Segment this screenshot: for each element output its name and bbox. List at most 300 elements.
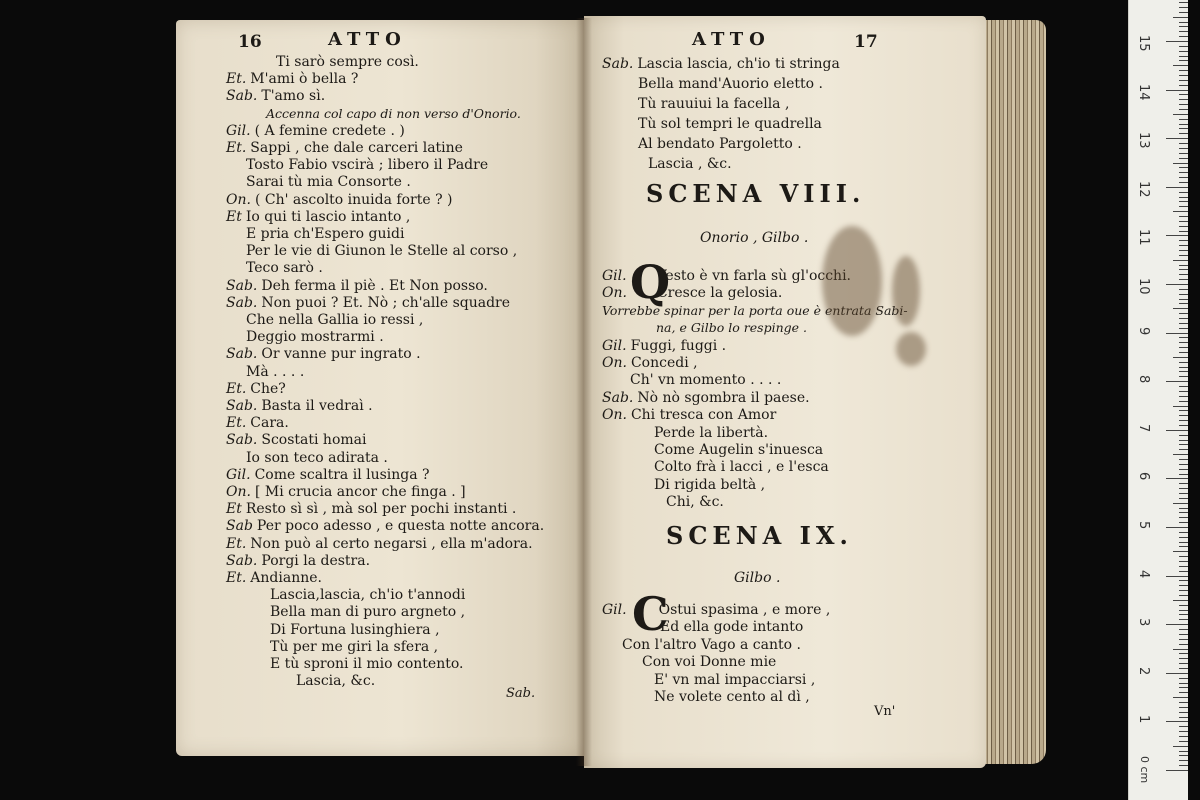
- ruler-tick: [1179, 226, 1188, 227]
- text-line: [276, 54, 419, 70]
- ruler-tick: [1179, 707, 1188, 708]
- text-line: [602, 442, 823, 458]
- line-text: Deh ferma il piè . Et Non posso.: [261, 277, 488, 294]
- text-line: [226, 604, 465, 620]
- line-text: Tù per me giri la sfera ,: [270, 638, 439, 655]
- ruler-tick: [1173, 454, 1188, 455]
- ruler-number: 10: [1136, 278, 1151, 295]
- ruler-tick: [1173, 163, 1188, 164]
- open-book: [172, 14, 1052, 774]
- line-text: E tù sproni il mio contento.: [270, 656, 464, 672]
- measurement-ruler: [1128, 0, 1188, 800]
- line-text: Cara.: [250, 415, 289, 432]
- ruler-tick: [1179, 605, 1188, 606]
- line-text: Io son teco adirata .: [246, 449, 388, 466]
- text-line: [226, 312, 423, 328]
- ruler-tick: [1179, 206, 1188, 207]
- ruler-number: 5: [1136, 521, 1151, 530]
- ruler-tick: [1179, 104, 1188, 105]
- ruler-tick: [1173, 65, 1188, 66]
- ruler-tick: [1173, 503, 1188, 504]
- right-page: [584, 16, 986, 768]
- ruler-tick: [1179, 158, 1188, 159]
- ruler-tick: [1173, 746, 1188, 747]
- ruler-tick: [1179, 702, 1188, 703]
- text-line: [226, 140, 463, 156]
- ruler-tick: [1173, 114, 1188, 115]
- ruler-tick: [1179, 2, 1188, 3]
- line-text: Di rigida beltà ,: [654, 476, 766, 493]
- line-text: Vesto è vn farla sù gl'occhi.: [656, 268, 851, 284]
- ruler-tick: [1179, 449, 1188, 450]
- ruler-tick: [1179, 279, 1188, 280]
- text-line: [602, 654, 776, 670]
- text-line: [226, 622, 440, 638]
- line-text: Chi, &c.: [666, 494, 724, 511]
- ruler-tick: [1179, 566, 1188, 567]
- ruler-tick: [1166, 770, 1188, 771]
- text-line: [226, 415, 289, 431]
- ruler-tick: [1179, 683, 1188, 684]
- ruler-tick: [1179, 440, 1188, 441]
- ruler-tick: [1166, 381, 1188, 382]
- text-line: [602, 320, 807, 336]
- line-text: Per le vie di Giunon le Stelle al corso ,: [246, 243, 518, 260]
- ruler-tick: [1166, 187, 1188, 188]
- line-text: Lascia , &c.: [648, 156, 732, 172]
- ruler-tick: [1179, 294, 1188, 295]
- running-header: ATTO: [328, 29, 407, 50]
- ruler-tick: [1173, 406, 1188, 407]
- ruler-tick: [1179, 70, 1188, 71]
- speaker-label: Et: [226, 208, 242, 225]
- ruler-tick: [1179, 36, 1188, 37]
- ruler-tick: [1179, 474, 1188, 475]
- ruler-tick: [1179, 12, 1188, 13]
- ruler-tick: [1173, 357, 1188, 358]
- ruler-tick: [1179, 532, 1188, 533]
- ruler-tick: [1179, 522, 1188, 523]
- speaker-label: Gil.: [602, 268, 627, 284]
- ruler-tick: [1179, 435, 1188, 436]
- text-line: [602, 494, 724, 510]
- text-line: [226, 518, 544, 534]
- speaker-label: Et: [226, 501, 242, 518]
- ruler-tick: [1179, 712, 1188, 713]
- line-text: Come scaltra il lusinga ?: [254, 466, 430, 483]
- ruler-number: 3: [1136, 618, 1151, 627]
- ruler-tick: [1179, 167, 1188, 168]
- ruler-number: 4: [1136, 569, 1151, 578]
- text-line: [602, 425, 768, 441]
- line-text: Che?: [250, 380, 286, 397]
- ruler-tick: [1173, 17, 1188, 18]
- ruler-tick: [1179, 221, 1188, 222]
- line-text: Di Fortuna lusinghiera ,: [270, 621, 440, 638]
- ruler-tick: [1179, 362, 1188, 363]
- page-number: 16: [238, 32, 262, 52]
- line-text: Bella man di puro argneto ,: [270, 604, 466, 621]
- text-line: [602, 136, 802, 152]
- ruler-tick: [1179, 182, 1188, 183]
- line-text: Io qui ti lascio intanto ,: [245, 208, 411, 225]
- text-line: [266, 106, 521, 122]
- line-text: M'ami ò bella ?: [250, 71, 359, 88]
- ruler-tick: [1179, 99, 1188, 100]
- ruler-tick: [1179, 420, 1188, 421]
- drop-cap: Q: [630, 255, 671, 309]
- ruler-tick: [1179, 653, 1188, 654]
- ruler-tick: [1179, 678, 1188, 679]
- ruler-tick: [1173, 551, 1188, 552]
- speaker-label: Et.: [226, 535, 247, 552]
- ruler-tick: [1166, 430, 1188, 431]
- speaker-label: Sab.: [226, 432, 258, 449]
- line-text: Bella mand'Auorio eletto .: [638, 76, 824, 92]
- line-text: Ne volete cento al dì ,: [654, 689, 810, 705]
- speaker-label: On.: [602, 355, 627, 371]
- ruler-tick: [1179, 760, 1188, 761]
- ruler-tick: [1179, 410, 1188, 411]
- ruler-tick: [1179, 22, 1188, 23]
- line-text: Lascia, &c.: [296, 673, 376, 690]
- ruler-tick: [1173, 600, 1188, 601]
- ruler-tick: [1179, 265, 1188, 266]
- text-line: [226, 501, 516, 517]
- speaker-label: Sab.: [226, 277, 258, 294]
- scene-heading: SCENA IX.: [666, 521, 853, 550]
- speaker-label: Gil.: [602, 337, 627, 354]
- ruler-tick: [1166, 721, 1188, 722]
- ruler-tick: [1179, 508, 1188, 509]
- speaker-label: Sab.: [602, 56, 634, 72]
- ruler-tick: [1179, 561, 1188, 562]
- text-line: [226, 570, 322, 586]
- ruler-tick: [1179, 663, 1188, 664]
- ruler-tick: [1179, 177, 1188, 178]
- ruler-tick: [1179, 459, 1188, 460]
- ruler-number: 9: [1136, 326, 1151, 335]
- ruler-tick: [1173, 308, 1188, 309]
- ruler-tick: [1166, 333, 1188, 334]
- ruler-tick: [1179, 512, 1188, 513]
- ruler-tick: [1179, 342, 1188, 343]
- text-line: [226, 157, 488, 173]
- ruler-tick: [1179, 197, 1188, 198]
- ruler-tick: [1173, 260, 1188, 261]
- line-text: Chi tresca con Amor: [630, 407, 777, 424]
- text-line: [602, 285, 782, 301]
- ruler-tick: [1179, 46, 1188, 47]
- ruler-tick: [1179, 537, 1188, 538]
- ruler-number: 15: [1136, 35, 1151, 52]
- ruler-tick: [1179, 658, 1188, 659]
- ruler-tick: [1179, 124, 1188, 125]
- text-line: [602, 338, 726, 354]
- ruler-tick: [1179, 634, 1188, 635]
- ruler-tick: [1179, 255, 1188, 256]
- ruler-tick: [1179, 765, 1188, 766]
- text-line: [226, 329, 384, 345]
- speaker-label: Et.: [226, 71, 247, 88]
- ruler-tick: [1179, 668, 1188, 669]
- ruler-tick: [1179, 128, 1188, 129]
- text-line: [226, 381, 286, 397]
- speaker-label: On.: [226, 191, 251, 208]
- text-line: [226, 587, 465, 603]
- ruler-tick: [1179, 415, 1188, 416]
- text-line: [226, 260, 323, 276]
- line-text: Cresce la gelosia.: [656, 285, 783, 302]
- ruler-tick: [1179, 644, 1188, 645]
- text-line: [602, 637, 801, 653]
- ruler-tick: [1179, 133, 1188, 134]
- ruler-tick: [1179, 493, 1188, 494]
- text-line: [226, 123, 405, 139]
- ruler-tick: [1173, 649, 1188, 650]
- ruler-tick: [1179, 56, 1188, 57]
- ink-stain: [896, 332, 926, 366]
- text-line: [226, 346, 421, 362]
- ruler-tick: [1179, 498, 1188, 499]
- ruler-tick: [1179, 556, 1188, 557]
- line-text: Porgi la destra.: [261, 552, 371, 569]
- line-text: Scostati homai: [261, 432, 367, 449]
- line-text: ( A femine credete . ): [254, 122, 405, 139]
- line-text: Lascia,lascia, ch'io t'annodi: [270, 587, 466, 604]
- ruler-number: 13: [1136, 132, 1151, 149]
- ruler-tick: [1179, 614, 1188, 615]
- text-line: [602, 96, 789, 112]
- ruler-tick: [1166, 673, 1188, 674]
- speaker-label: Et.: [226, 570, 247, 586]
- ruler-tick: [1179, 585, 1188, 586]
- line-text: Tosto Fabio vscirà ; libero il Padre: [246, 157, 489, 174]
- ruler-tick: [1179, 352, 1188, 353]
- text-line: [226, 209, 410, 225]
- line-text: Ti sarò sempre così.: [276, 54, 419, 70]
- ruler-number: 8: [1136, 375, 1151, 384]
- ruler-tick: [1179, 337, 1188, 338]
- ruler-tick: [1179, 51, 1188, 52]
- ruler-number: 6: [1136, 472, 1151, 481]
- text-line: [226, 432, 366, 448]
- ruler-tick: [1179, 303, 1188, 304]
- ruler-tick: [1179, 629, 1188, 630]
- ruler-tick: [1179, 469, 1188, 470]
- line-text: Colto frà i lacci , e l'esca: [654, 459, 829, 476]
- ruler-tick: [1179, 153, 1188, 154]
- text-line: [602, 372, 781, 388]
- ruler-tick: [1179, 619, 1188, 620]
- ruler-tick: [1179, 483, 1188, 484]
- ruler-tick: [1179, 736, 1188, 737]
- line-text: Andianne.: [250, 570, 322, 586]
- ruler-tick: [1179, 148, 1188, 149]
- line-text: Sarai tù mia Consorte .: [246, 174, 411, 191]
- ruler-tick: [1179, 488, 1188, 489]
- speaker-label: Sab.: [226, 346, 258, 363]
- ruler-tick: [1179, 60, 1188, 61]
- ruler-tick: [1179, 201, 1188, 202]
- ruler-tick: [1179, 269, 1188, 270]
- text-line: [226, 450, 388, 466]
- text-line: [602, 689, 810, 705]
- ruler-tick: [1179, 687, 1188, 688]
- line-text: T'amo sì.: [261, 88, 326, 105]
- ruler-tick: [1179, 726, 1188, 727]
- ruler-tick: [1179, 143, 1188, 144]
- text-line: [602, 477, 765, 493]
- line-text: Tù sol tempri le quadrella: [638, 116, 822, 132]
- ruler-tick: [1179, 542, 1188, 543]
- text-line: [602, 56, 840, 72]
- text-line: [602, 407, 776, 423]
- text-line: [226, 467, 430, 483]
- text-line: [226, 226, 404, 242]
- text-line: [226, 192, 453, 208]
- text-line: [226, 71, 358, 87]
- line-text: Nò nò sgombra il paese.: [637, 389, 810, 406]
- speaker-label: Et.: [226, 380, 247, 397]
- line-text: Resto sì sì , mà sol per pochi instanti .: [245, 501, 517, 518]
- speaker-label: Gil.: [602, 602, 627, 618]
- speaker-label: Sab.: [226, 294, 258, 311]
- line-text: Basta il vedraì .: [261, 398, 373, 414]
- ruler-tick: [1166, 527, 1188, 528]
- running-header: ATTO: [692, 29, 771, 50]
- catchword: Sab.: [506, 686, 536, 701]
- ruler-tick: [1179, 299, 1188, 300]
- ruler-tick: [1179, 318, 1188, 319]
- speaker-label: Sab.: [226, 552, 258, 569]
- ruler-tick: [1179, 94, 1188, 95]
- ruler-tick: [1179, 26, 1188, 27]
- speaker-label: On.: [602, 285, 627, 302]
- ruler-tick: [1179, 731, 1188, 732]
- ruler-tick: [1166, 235, 1188, 236]
- ruler-tick: [1179, 464, 1188, 465]
- left-page: [176, 20, 584, 756]
- text-line: [226, 295, 510, 311]
- line-text: Ostui spasima , e more ,: [658, 602, 831, 618]
- ruler-tick: [1179, 571, 1188, 572]
- ruler-tick: [1179, 328, 1188, 329]
- speaker-label: On.: [602, 407, 627, 424]
- text-line: [226, 536, 533, 552]
- ruler-tick: [1173, 697, 1188, 698]
- ruler-tick: [1166, 138, 1188, 139]
- ruler-tick: [1179, 109, 1188, 110]
- ruler-tick: [1166, 576, 1188, 577]
- ruler-tick: [1179, 245, 1188, 246]
- ruler-tick: [1179, 216, 1188, 217]
- line-text: Concedi ,: [630, 355, 698, 371]
- line-text: Or vanne pur ingrato .: [261, 346, 421, 363]
- speaker-label: Gil.: [226, 122, 251, 139]
- ruler-tick: [1179, 517, 1188, 518]
- ruler-tick: [1179, 289, 1188, 290]
- ruler-tick: [1179, 391, 1188, 392]
- line-text: Con voi Donne mie: [642, 654, 777, 671]
- ruler-tick: [1179, 367, 1188, 368]
- ruler-number: 7: [1136, 423, 1151, 433]
- ruler-tick: [1179, 274, 1188, 275]
- text-line: [602, 619, 803, 635]
- line-text: Deggio mostrarmi .: [246, 329, 384, 346]
- line-text: Accenna col capo di non verso d'Onorio.: [266, 105, 521, 121]
- text-line: [226, 364, 304, 380]
- ruler-tick: [1173, 211, 1188, 212]
- speaker-label: Et.: [226, 140, 247, 156]
- line-text: Lascia lascia, ch'io ti stringa: [637, 56, 840, 72]
- ruler-tick: [1179, 85, 1188, 86]
- text-line: [602, 76, 823, 92]
- ruler-tick: [1179, 119, 1188, 120]
- text-line: [226, 278, 488, 294]
- line-text: ( Ch' ascolto inuida forte ? ): [254, 191, 453, 208]
- ruler-tick: [1166, 478, 1188, 479]
- ruler-tick: [1179, 741, 1188, 742]
- line-text: Vorrebbe spinar per la porta oue è entrata Sabi-: [602, 302, 908, 318]
- ruler-tick: [1179, 376, 1188, 377]
- ruler-tick: [1179, 323, 1188, 324]
- ruler-tick: [1179, 755, 1188, 756]
- ruler-tick: [1179, 240, 1188, 241]
- line-text: Per poco adesso , e questa notte ancora.: [256, 518, 545, 535]
- ruler-tick: [1179, 75, 1188, 76]
- text-line: [602, 672, 815, 688]
- ruler-tick: [1179, 639, 1188, 640]
- ruler-tick: [1179, 692, 1188, 693]
- line-text: Non può al certo negarsi , ella m'adora.: [250, 535, 533, 552]
- text-line: [226, 398, 373, 414]
- scene-characters: Gilbo .: [734, 570, 781, 586]
- line-text: Tù rauuiui la facella ,: [638, 96, 790, 112]
- catchword: Vn': [874, 704, 896, 719]
- line-text: Mà . . . .: [246, 363, 305, 380]
- ruler-tick: [1179, 610, 1188, 611]
- ink-stain: [822, 226, 882, 336]
- line-text: E pria ch'Espero guidi: [246, 226, 405, 242]
- text-line: [602, 116, 822, 132]
- ruler-unit-label: 0 cm: [1138, 756, 1151, 784]
- ruler-tick: [1179, 192, 1188, 193]
- text-line: [226, 639, 438, 655]
- ruler-tick: [1166, 90, 1188, 91]
- text-line: [602, 156, 732, 172]
- line-text: Fuggi, fuggi .: [630, 337, 727, 354]
- text-line: [226, 484, 466, 500]
- ruler-number: 12: [1136, 180, 1151, 198]
- ruler-tick: [1179, 444, 1188, 445]
- line-text: Ch' vn momento . . . .: [630, 372, 782, 389]
- ruler-number: 1: [1136, 715, 1151, 724]
- line-text: Ed ella gode intanto: [660, 619, 804, 636]
- speaker-label: Sab.: [226, 398, 258, 414]
- ruler-tick: [1179, 580, 1188, 581]
- line-text: E' vn mal impacciarsi ,: [654, 671, 816, 688]
- line-text: Teco sarò .: [246, 260, 323, 277]
- text-line: [602, 459, 829, 475]
- line-text: Che nella Gallia io ressi ,: [246, 312, 424, 328]
- speaker-label: Et.: [226, 415, 247, 432]
- drop-cap: C: [632, 587, 669, 641]
- ruler-tick: [1179, 590, 1188, 591]
- text-line: [602, 268, 851, 284]
- page-edges: [984, 20, 1046, 764]
- line-text: na, e Gilbo lo respinge .: [656, 320, 807, 336]
